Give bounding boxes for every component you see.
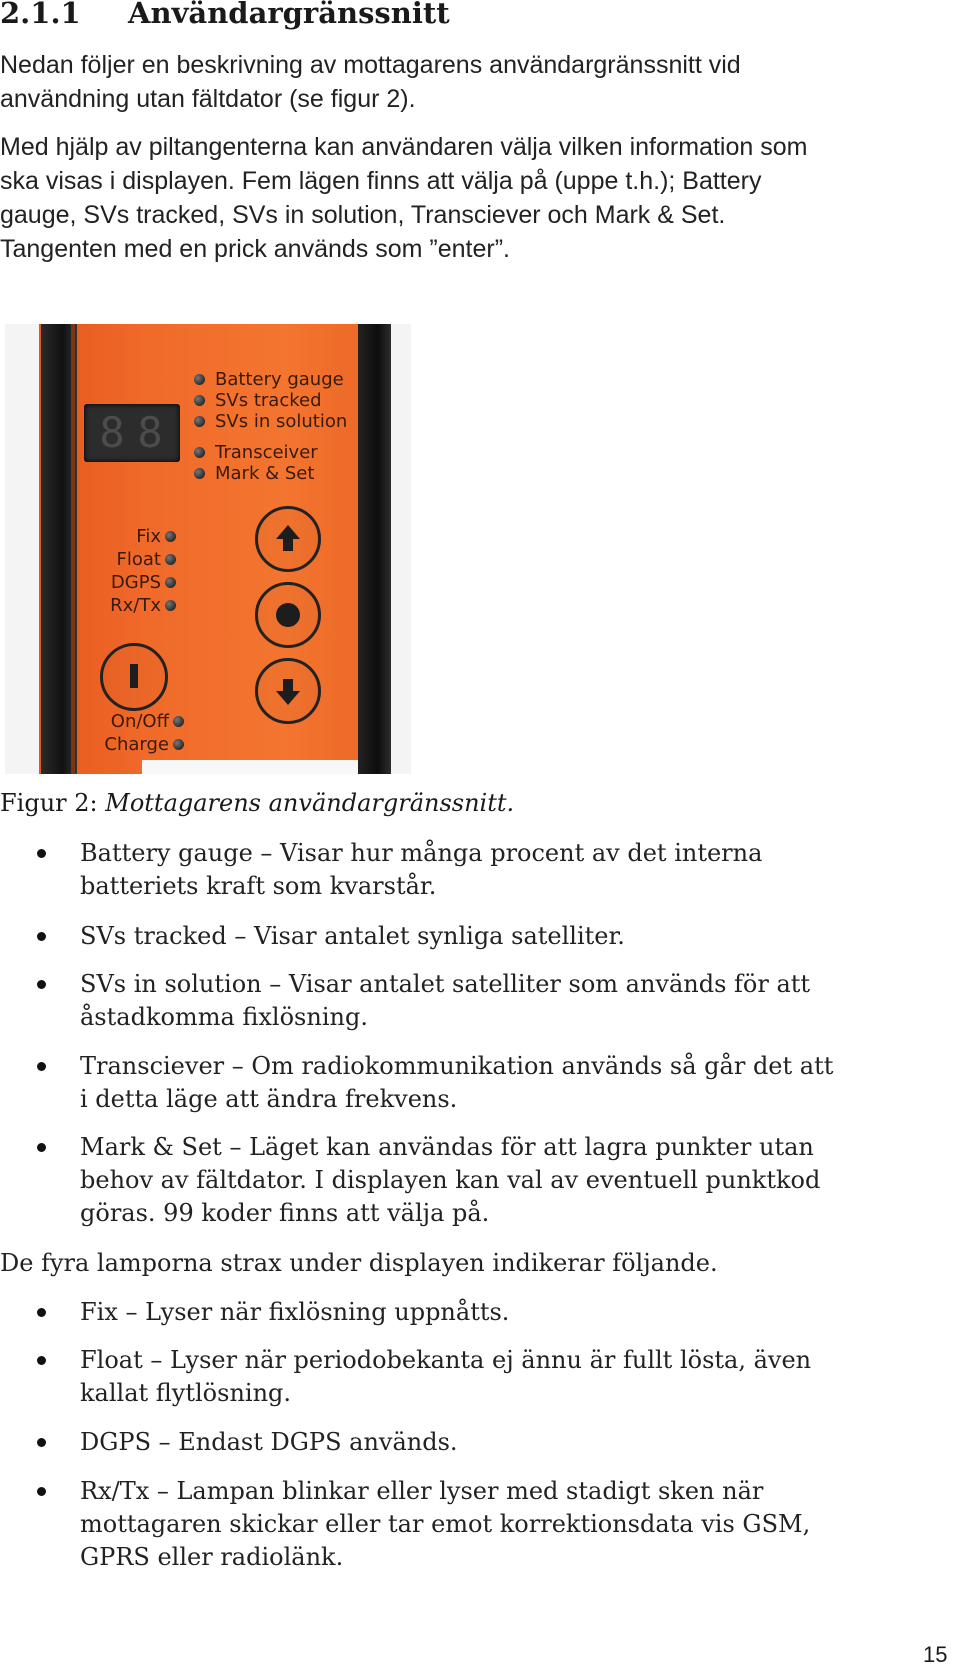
list-item-text: SVs tracked – Visar antalet synliga satelliter. (80, 922, 625, 950)
power-button[interactable] (100, 643, 168, 711)
bullet-icon (37, 932, 46, 941)
power-icon (103, 646, 165, 708)
label-dgps: DGPS (110, 572, 161, 593)
enter-button[interactable] (255, 582, 321, 648)
display-digit: 8 (99, 408, 125, 457)
intro-paragraph-2: Med hjälp av piltangenterna kan användaren välja vilken information som ska visas i displayen. Fem lägen finns att välja på (uppe t.h.); Battery gauge, SVs tracked, SVs in solution, Transciever och Mark & Set. Tangenten med en prick används som ”enter”. (0, 133, 808, 263)
led-svs-tracked (194, 395, 205, 406)
list-item-text: Fix – Lyser när fixlösning uppnåtts. (80, 1298, 510, 1326)
bullet-icon (37, 1487, 46, 1496)
list-item-text: Mark & Set – Läget kan användas för att lagra punkter utan behov av fältdator. I displayen kan val av eventuell punktkod göras. 99 koder finns att välja på. (80, 1133, 821, 1227)
section-title: Användargränssnitt (128, 0, 450, 30)
list-item-text: Battery gauge – Visar hur många procent av det interna batteriets kraft som kvarstår. (80, 839, 763, 900)
list-item-text: Transciever – Om radiokommunikation används så går det att i detta läge att ändra frekvens. (80, 1052, 834, 1113)
led-charge (173, 739, 184, 750)
display-digit: 8 (137, 408, 163, 457)
label-fix: Fix (136, 526, 161, 547)
label-rx-tx: Rx/Tx (110, 595, 161, 616)
bullet-icon (37, 849, 46, 858)
label-svs-tracked: SVs tracked (215, 390, 322, 411)
list-item-text: Rx/Tx – Lampan blinkar eller lyser med stadigt sken när mottagaren skickar eller tar emot korrektionsdata vis GSM, GPRS eller radiolänk. (80, 1477, 811, 1571)
led-fix (165, 531, 176, 542)
caption-text: Mottagarens användargränssnitt. (105, 789, 515, 817)
led-mark-set (194, 468, 205, 479)
dot-icon (258, 585, 318, 645)
up-button[interactable] (255, 506, 321, 572)
segment-display (84, 404, 180, 462)
list-item-text: DGPS – Endast DGPS används. (80, 1428, 458, 1456)
bullet-icon (37, 980, 46, 989)
led-float (165, 554, 176, 565)
led-svs-in-solution (194, 416, 205, 427)
led-transceiver (194, 447, 205, 458)
led-rx-tx (165, 600, 176, 611)
intro-paragraph-1: Nedan följer en beskrivning av mottagarens användargränssnitt vid användning utan fältdator (se figur 2). (0, 51, 741, 113)
page-number: 15 (923, 1642, 948, 1667)
label-float: Float (116, 549, 161, 570)
led-dgps (165, 577, 176, 588)
label-battery-gauge: Battery gauge (215, 369, 344, 390)
bullet-icon (37, 1062, 46, 1071)
label-svs-in-solution: SVs in solution (215, 411, 348, 432)
label-on-off: On/Off (110, 711, 169, 732)
list-item-text: Float – Lyser när periodobekanta ej ännu är fullt lösta, även kallat flytlösning. (80, 1346, 812, 1407)
section-heading (0, 0, 450, 30)
label-mark-set: Mark & Set (215, 463, 315, 484)
label-charge: Charge (104, 734, 169, 755)
receiver-photo (5, 324, 411, 774)
led-battery-gauge (194, 374, 205, 385)
arrow-down-icon (258, 661, 318, 721)
left-casing (41, 324, 77, 774)
bullet-icon (37, 1356, 46, 1365)
section-number: 2.1.1 (0, 0, 81, 30)
bullet-icon (37, 1438, 46, 1447)
figure-caption (0, 788, 514, 818)
bullet-icon (37, 1143, 46, 1152)
led-on-off (173, 716, 184, 727)
caption-label: Figur 2: (0, 789, 98, 817)
down-button[interactable] (255, 658, 321, 724)
arrow-up-icon (258, 509, 318, 569)
lamps-intro: De fyra lamporna strax under displayen indikerar följande. (0, 1249, 718, 1277)
right-casing (358, 324, 391, 774)
label-transceiver: Transceiver (215, 442, 318, 463)
label-strip (142, 760, 358, 774)
list-item-text: SVs in solution – Visar antalet satelliter som används för att åstadkomma fixlösning. (80, 970, 811, 1031)
bullet-icon (37, 1308, 46, 1317)
